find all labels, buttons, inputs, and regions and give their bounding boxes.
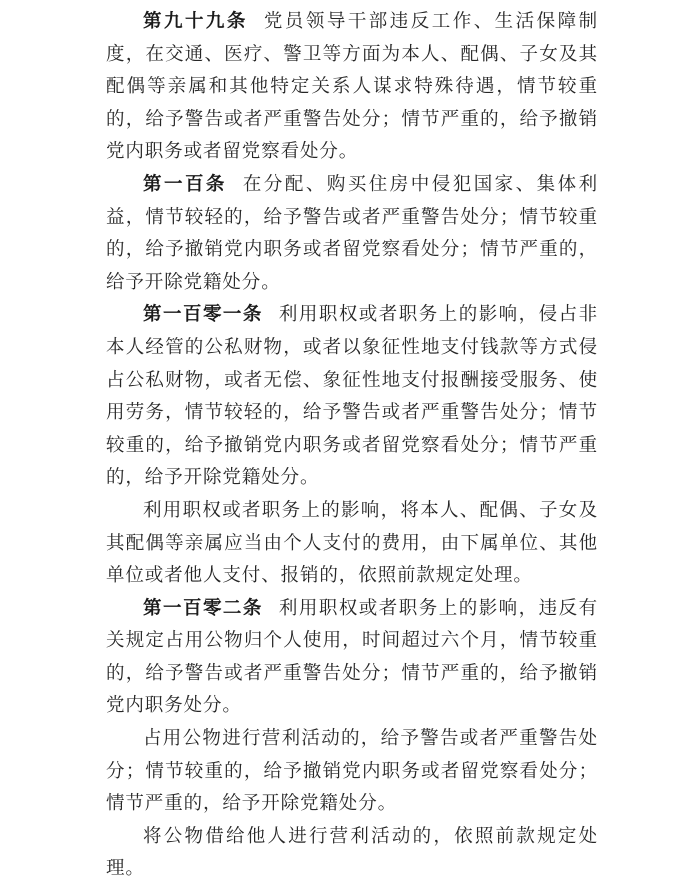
paragraph-article-100 [106,169,598,299]
paragraph-text: 利用职权或者职务上的影响，侵占非本人经管的公私财物，或者以象征性地支付钱款等方式侵占公私财物，或者无偿、象征性地支付报酬接受服务、使用劳务，情节较轻的，给予警告或者严重警告处分；情节较重的，给予撤销党内职务或者留党察看处分；情节严重的，给予开除党籍处分。 [106,304,598,489]
article-heading: 第一百零一条 [143,304,263,326]
paragraph-text: 在分配、购买住房中侵犯国家、集体利益，情节较轻的，给予警告或者严重警告处分；情节较重的，给予撤销党内职务或者留党察看处分；情节严重的，给予开除党籍处分。 [106,173,598,293]
paragraph-text: 利用职权或者职务上的影响，将本人、配偶、子女及其配偶等亲属应当由个人支付的费用，由下属单位、其他单位或者他人支付、报销的，依照前款规定处理。 [106,499,598,587]
paragraph-article-102 [106,593,598,723]
article-heading: 第九十九条 [143,11,248,32]
paragraph-text: 利用职权或者职务上的影响，违反有关规定占用公物归个人使用，时间超过六个月，情节较重的，给予警告或者严重警告处分；情节严重的，给予撤销党内职务处分。 [106,597,598,717]
article-heading: 第一百条 [143,173,227,195]
paragraph-article-99 [106,6,598,169]
paragraph-article-101 [106,299,598,495]
paragraph-article-102-clause-3 [106,821,598,886]
paragraph-article-102-clause-2 [106,723,598,821]
paragraph-text: 党员领导干部违反工作、生活保障制度，在交通、医疗、警卫等方面为本人、配偶、子女及其配偶等亲属和其他特定关系人谋求特殊待遇，情节较重的，给予警告或者严重警告处分；情节严重的，给予撤销党内职务或者留党察看处分。 [106,11,598,163]
paragraph-article-101-clause-2 [106,495,598,593]
regulation-document [106,6,598,886]
paragraph-text: 占用公物进行营利活动的，给予警告或者严重警告处分；情节较重的，给予撤销党内职务或者留党察看处分；情节严重的，给予开除党籍处分。 [106,728,598,815]
article-heading: 第一百零二条 [143,597,263,619]
paragraph-text: 将公物借给他人进行营利活动的，依照前款规定处理。 [106,825,598,880]
